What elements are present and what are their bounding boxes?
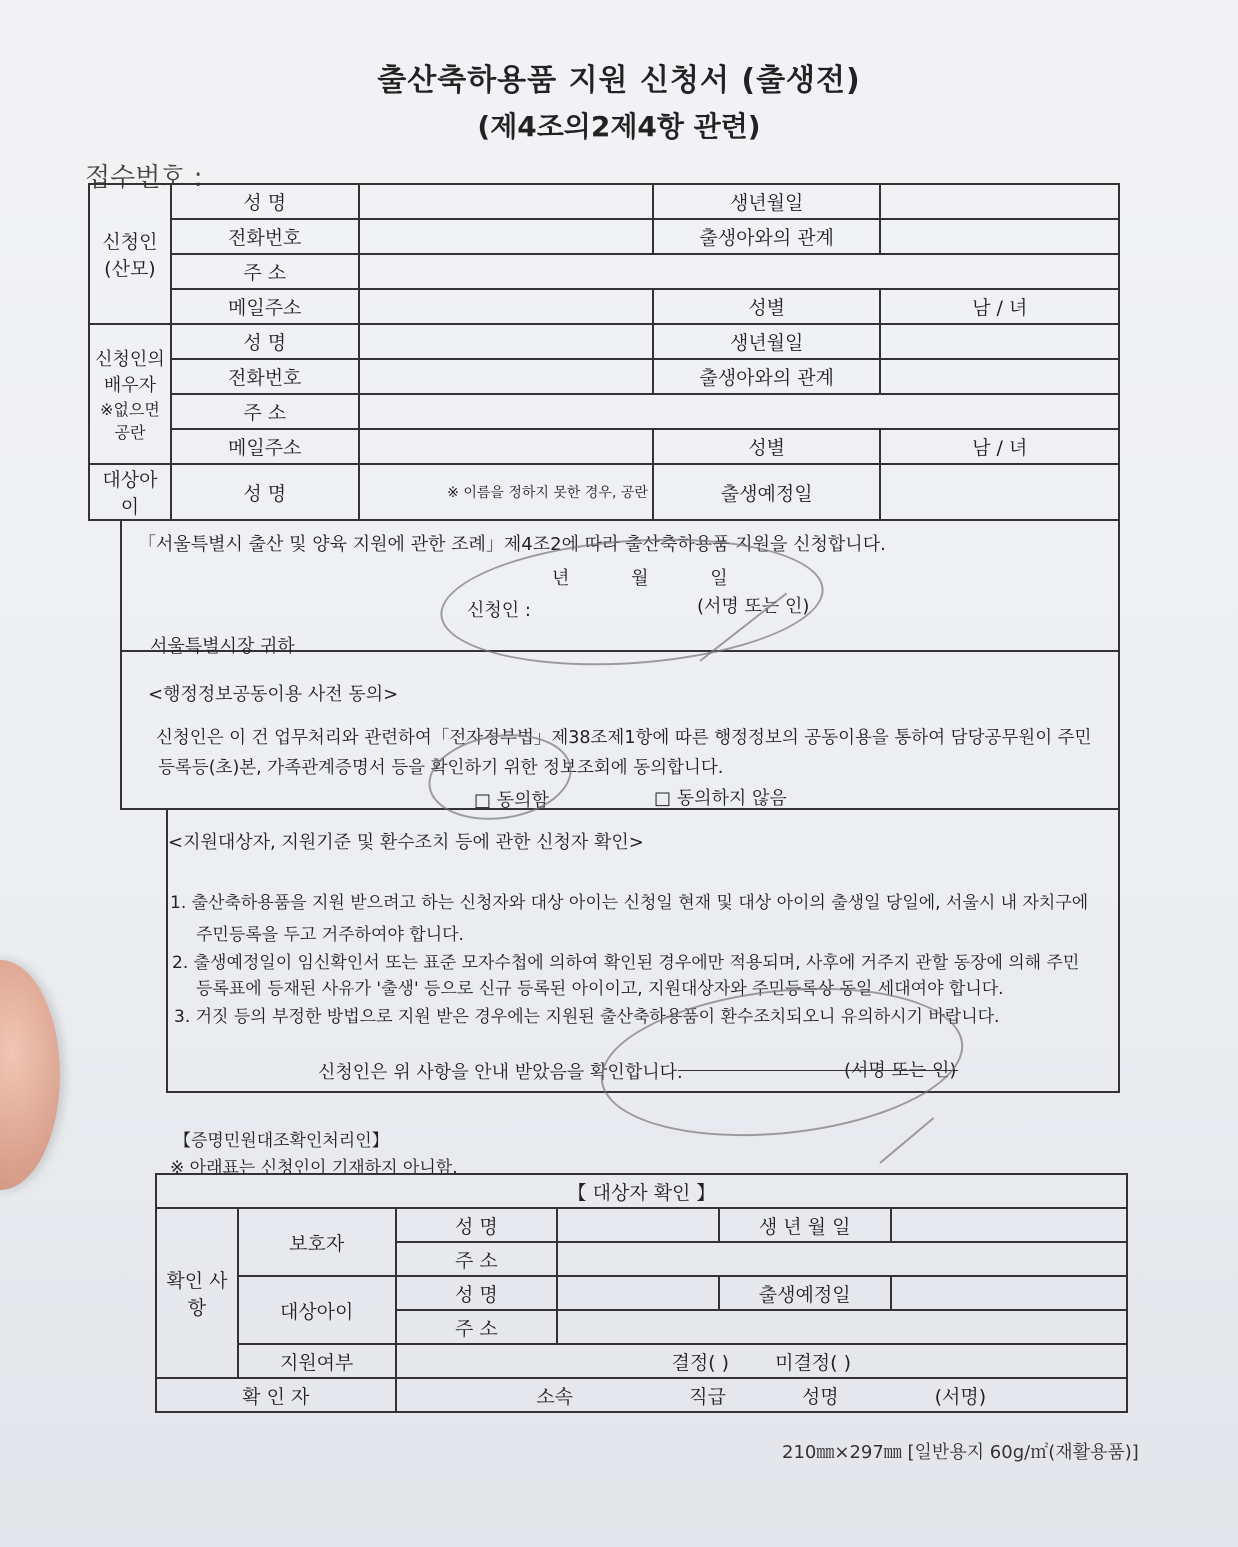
target-child-address-field[interactable] [557,1310,1127,1344]
confirmer-dept-label: 소속 [536,1385,574,1408]
consent-box [120,650,1120,810]
applicant-email-label: 메일주소 [171,289,359,324]
target-child-name-label: 성 명 [396,1276,558,1310]
spouse-phone-label: 전화번호 [171,359,359,394]
form-title: 출산축하용품 지원 신청서 (출생전) [377,63,861,98]
applicant-address-field[interactable] [359,254,1119,289]
target-child-label: 대상아이 [238,1276,396,1344]
notice-item-2a: 2. 출생예정일이 임신확인서 또는 표준 모자수첩에 의하여 확인된 경우에만 적용되며, 사후에 거주지 관할 동장에 의해 주민 [172,953,1080,973]
spouse-address-field[interactable] [359,394,1119,429]
paper-spec-footer: 210㎜×297㎜ [일반용지 60g/㎡(재활용품)] [782,1442,1139,1463]
declaration-date[interactable]: 년 월 일 [552,568,756,589]
office-note: ※ 아래표는 신청인이 기재하지 아니함. [170,1158,458,1178]
guardian-address-label: 주 소 [396,1242,558,1276]
applicant-relation-label: 출생아와의 관계 [653,219,881,254]
applicant-address-label: 주 소 [171,254,359,289]
support-decided[interactable]: 결정( ) [671,1351,730,1374]
applicant-name-field[interactable] [359,184,653,219]
confirmer-field[interactable] [396,1378,1127,1412]
spouse-address-label: 주 소 [171,394,359,429]
declaration-sign-field[interactable]: (서명 또는 인) [697,596,810,617]
child-due-field[interactable] [880,464,1119,520]
confirmation-table [155,1173,1128,1413]
child-name-note: ※ 이름을 정하지 못한 경우, 공란 [447,485,648,501]
office-heading: 【증명민원대조확인처리인】 [174,1131,389,1151]
consent-heading: <행정정보공동이용 사전 동의> [148,684,399,705]
applicant-phone-field[interactable] [359,219,653,254]
notice-sign-field[interactable]: (서명 또는 인) [844,1060,957,1081]
confirmation-table-title: 【 대상자 확인 】 [156,1174,1127,1208]
child-name-field[interactable] [359,464,653,520]
declaration-addressee: 서울특별시장 귀하 [150,636,295,657]
target-child-name-field[interactable] [557,1276,719,1310]
guardian-birth-label: 생 년 월 일 [719,1208,891,1242]
confirmer-name-label: 성명 [801,1385,839,1408]
spouse-email-field[interactable] [359,429,653,464]
guardian-birth-field[interactable] [891,1208,1128,1242]
child-due-label: 출생예정일 [653,464,881,520]
support-status-field[interactable] [396,1344,1127,1378]
confirm-items-label: 확인 사항 [156,1208,238,1378]
notice-item-1a: 1. 출산축하용품을 지원 받으려고 하는 신청자와 대상 아이는 신청일 현재 및 대상 아이의 출생일 당일에, 서울시 내 자치구에 [170,893,1089,913]
spouse-section-label: 신청인의 배우자 ※없으면 공란 [89,324,171,464]
target-child-due-label: 출생예정일 [719,1276,891,1310]
application-table [88,183,1120,521]
spouse-relation-label: 출생아와의 관계 [653,359,881,394]
target-child-address-label: 주 소 [396,1310,558,1344]
child-section-label: 대상아이 [89,464,171,520]
consent-line-1: 신청인은 이 건 업무처리와 관련하여「전자정부법」제38조제1항에 따른 행정정보의 공동이용을 통하여 담당공무원이 주민 [156,728,1092,748]
declaration-applicant-label: 신청인 : [467,600,531,621]
spouse-name-label: 성 명 [171,324,359,359]
spouse-birth-label: 생년월일 [653,324,881,359]
notice-item-2b: 등록표에 등재된 사유가 '출생' 등으로 신규 등록된 아이이고, 지원대상자와 주민등록상 동일 세대여야 합니다. [196,979,1004,999]
confirmer-label: 확 인 자 [156,1378,396,1412]
notice-item-3: 3. 거짓 등의 부정한 방법으로 지원 받은 경우에는 지원된 출산축하용품이 환수조치되오니 유의하시기 바랍니다. [174,1007,1000,1027]
spouse-relation-field[interactable] [880,359,1119,394]
applicant-relation-field[interactable] [880,219,1119,254]
spouse-email-label: 메일주소 [171,429,359,464]
receipt-number-label: 접수번호 : [85,163,203,193]
applicant-birth-label: 생년월일 [653,184,881,219]
declaration-text: 「서울특별시 출산 및 양육 지원에 관한 조례」제4조2에 따라 출산축하용품 지원을 신청합니다. [138,534,886,555]
applicant-gender-field[interactable]: 남 / 녀 [880,289,1119,324]
support-undecided[interactable]: 미결정( ) [775,1351,852,1374]
guardian-label: 보호자 [238,1208,396,1276]
support-label: 지원여부 [238,1344,396,1378]
guardian-name-label: 성 명 [396,1208,558,1242]
applicant-name-label: 성 명 [171,184,359,219]
consent-agree-checkbox[interactable]: □ 동의함 [474,790,549,811]
applicant-email-field[interactable] [359,289,653,324]
consent-line-2: 등록등(초)본, 가족관계증명서 등을 확인하기 위한 정보조회에 동의합니다. [158,758,724,778]
spouse-birth-field[interactable] [880,324,1119,359]
spouse-phone-field[interactable] [359,359,653,394]
form-subtitle: (제4조의2제4항 관련) [477,110,761,143]
applicant-phone-label: 전화번호 [171,219,359,254]
applicant-birth-field[interactable] [880,184,1119,219]
notice-item-1b: 주민등록을 두고 거주하여야 합니다. [196,925,464,945]
spouse-gender-label: 성별 [653,429,881,464]
guardian-address-field[interactable] [557,1242,1127,1276]
consent-disagree-checkbox[interactable]: □ 동의하지 않음 [654,788,787,809]
confirmer-rank-label: 직급 [689,1385,726,1408]
applicant-section-label: 신청인 (산모) [89,184,171,324]
child-name-label: 성 명 [171,464,359,520]
spouse-name-field[interactable] [359,324,653,359]
notice-confirm-text: 신청인은 위 사항을 안내 받았음을 확인합니다. [318,1062,683,1083]
spouse-gender-field[interactable]: 남 / 녀 [880,429,1119,464]
confirmer-sign-label: (서명) [934,1385,987,1408]
notice-heading: <지원대상자, 지원기준 및 환수조치 등에 관한 신청자 확인> [168,832,644,853]
applicant-gender-label: 성별 [653,289,881,324]
guardian-name-field[interactable] [557,1208,719,1242]
target-child-due-field[interactable] [891,1276,1128,1310]
